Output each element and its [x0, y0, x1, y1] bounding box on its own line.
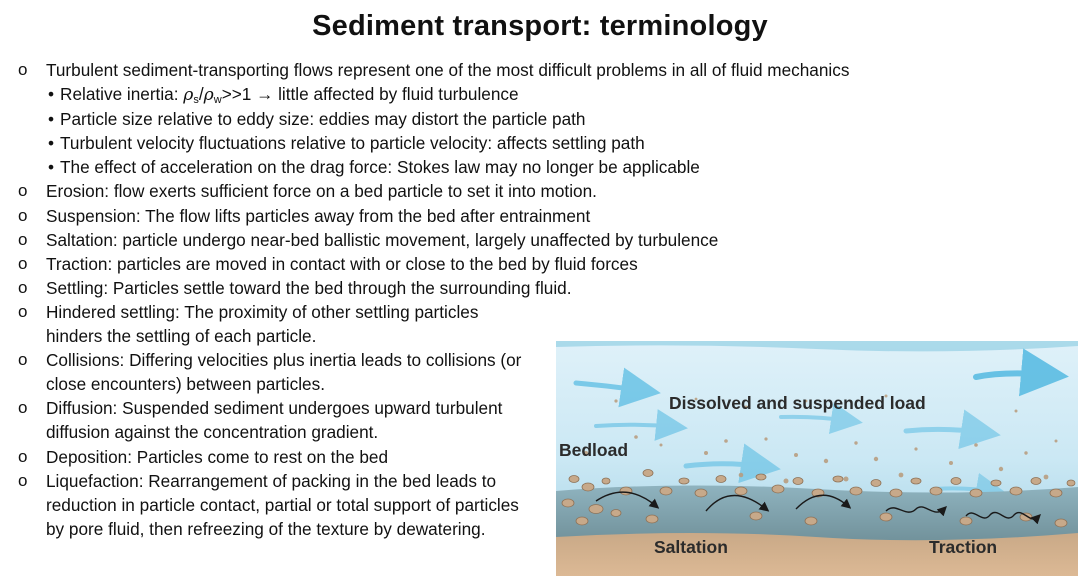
deposition-text: Deposition: Particles come to rest on the bed — [46, 446, 389, 467]
bullet-marker: o — [18, 398, 28, 418]
hindered-text: Hindered settling: The proximity of other settling particles hinders the settling of each particle. — [46, 301, 479, 347]
bullet-marker: o — [18, 253, 28, 273]
sub-bullet: • — [48, 84, 55, 105]
diffusion-text: Diffusion: Suspended sediment undergoes upward turbulent diffusion against the concentration gradient. — [46, 398, 503, 443]
rho-symbol: ρ — [203, 85, 214, 106]
list-item-collisions — [18, 348, 536, 396]
bullet-marker: o — [18, 277, 28, 297]
bullet-marker: o — [18, 229, 28, 249]
saltation-label: Saltation — [654, 537, 728, 557]
list-item-hindered — [18, 300, 536, 348]
bullet-marker: o — [18, 181, 28, 201]
subscript-s: s — [193, 94, 199, 107]
illustration-svg — [556, 341, 1078, 576]
list-item-suspension — [18, 204, 1058, 228]
bullet-marker: o — [18, 470, 28, 490]
slide-title: Sediment transport: terminology — [312, 10, 768, 42]
erosion-text: Erosion: flow exerts sufficient force on a bed particle to set it into motion. — [46, 181, 597, 202]
bullet-marker: o — [18, 205, 28, 225]
bedload-label: Bedload — [559, 440, 629, 460]
list-item-saltation — [18, 228, 1058, 252]
list-item-settling — [18, 276, 1058, 300]
sub-bullet: • — [48, 157, 55, 178]
list-item-traction — [18, 252, 1058, 276]
inertia-label: Relative inertia: — [60, 84, 179, 105]
bullet-marker: o — [18, 60, 28, 79]
rho-symbol: ρ — [183, 85, 194, 106]
dissolved-load-label: Dissolved and suspended load — [669, 393, 926, 413]
list-item-turbulent — [18, 58, 1058, 82]
list-item-erosion — [18, 179, 1058, 203]
sub-item-drag — [18, 155, 1058, 179]
bullet-marker: o — [18, 350, 28, 370]
slash: / — [198, 84, 204, 105]
sub-bullet: • — [48, 109, 55, 130]
sub-item-inertia — [18, 82, 1058, 107]
sub4-text: The effect of acceleration on the drag force: Stokes law may no longer be applicable — [60, 157, 700, 178]
bullet-marker: o — [18, 446, 28, 466]
traction-label: Traction — [929, 537, 998, 557]
sub2-text: Particle size relative to eddy size: eddies may distort the particle path — [60, 109, 586, 130]
subscript-w: w — [213, 94, 222, 107]
sub-item-eddy — [18, 107, 1058, 131]
sediment-transport-illustration — [556, 341, 1078, 576]
list-item-diffusion — [18, 396, 536, 444]
suspension-text: Suspension: The flow lifts particles away from the bed after entrainment — [46, 205, 591, 226]
collisions-text: Collisions: Differing velocities plus inertia leads to collisions (or close encounters) between particles. — [46, 350, 522, 395]
list-item-liquefaction — [18, 469, 536, 541]
turbulent-text: Turbulent sediment-transporting flows represent one of the most difficult problems in all of fluid mechanics — [46, 60, 850, 80]
liquefaction-text: Liquefaction: Rearrangement of packing in the bed leads to reduction in particle contact, partial or total support of particles by pore fluid, then refreezing of the texture by dewatering. — [46, 470, 519, 539]
inertia-rest: >>1 → little affected by fluid turbulence — [221, 84, 519, 105]
sub-bullet: • — [48, 133, 55, 154]
sub-item-velocity — [18, 131, 1058, 155]
sand-bed — [556, 533, 1078, 576]
bullet-marker: o — [18, 301, 28, 321]
traction-text: Traction: particles are moved in contact with or close to the bed by fluid forces — [46, 253, 638, 274]
saltation-text: Saltation: particle undergo near-bed ballistic movement, largely unaffected by turbulence — [46, 229, 719, 250]
settling-text: Settling: Particles settle toward the bed through the surrounding fluid. — [46, 277, 572, 298]
sub3-text: Turbulent velocity fluctuations relative to particle velocity: affects settling path — [60, 133, 645, 154]
